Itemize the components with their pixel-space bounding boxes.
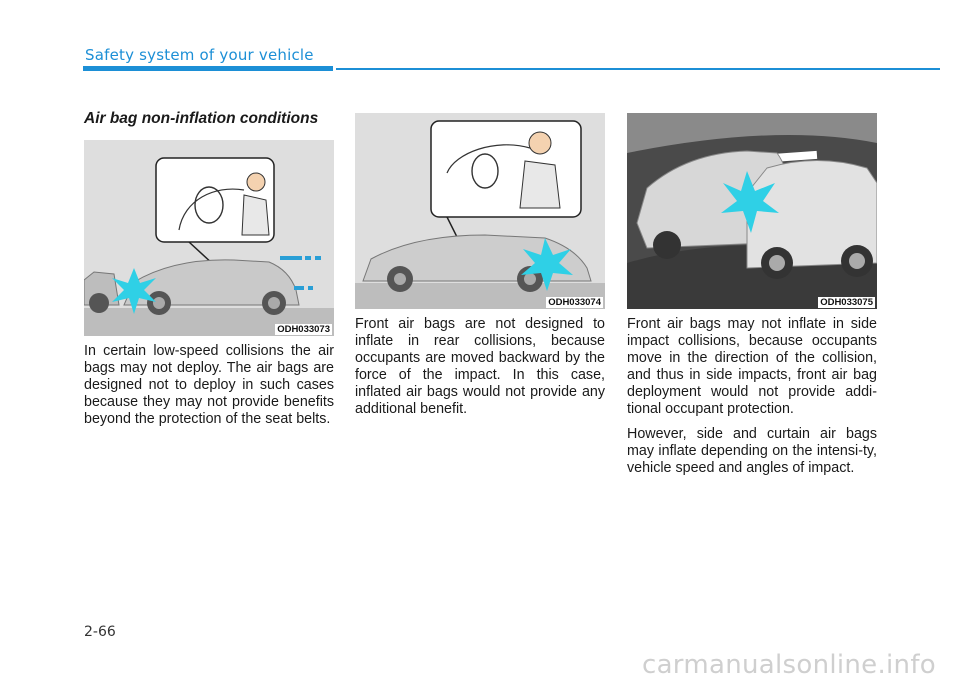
column-left-text [84, 343, 334, 436]
figure-low-speed-collision [84, 140, 334, 336]
watermark: carmanualsonline.info [641, 650, 936, 680]
section-title: Air bag non-inflation conditions [84, 110, 319, 127]
column-middle-text [355, 316, 605, 426]
header-title: Safety system of your vehicle [85, 46, 314, 64]
page-number: 2-66 [84, 624, 116, 640]
paragraph: However, side and curtain air bags may inflate depending on the intensi-ty, vehicle speed and angles of impact. [627, 426, 877, 476]
header-rule [83, 66, 333, 71]
paragraph: In certain low-speed collisions the air bags may not deploy. The air bags are designed not to deploy in such cases because they may not provide benefits beyond the protection of the seat belts. [84, 343, 334, 427]
rear-collision-illustration-icon [355, 113, 605, 309]
figure-code: ODH033075 [820, 297, 873, 308]
side-impact-illustration-icon [627, 113, 877, 309]
figure-rear-collision [355, 113, 605, 309]
paragraph: Front air bags are not designed to inflate in rear collisions, because occupants are moved backward by the force of the impact. In this case, inflated air bags would not provide any additional benefit. [355, 316, 605, 417]
header-rule-thin [336, 68, 940, 70]
figure-side-impact [627, 113, 877, 309]
figure-code: ODH033074 [548, 297, 601, 308]
column-right-text [627, 316, 877, 485]
low-speed-collision-illustration-icon [84, 140, 334, 336]
paragraph: Front air bags may not inflate in side impact collisions, because occupants move in the direction of the collision, and thus in side impacts, front air bag deployment would not provide addi-tional occupant protection. [627, 316, 877, 417]
figure-code: ODH033073 [277, 324, 330, 335]
